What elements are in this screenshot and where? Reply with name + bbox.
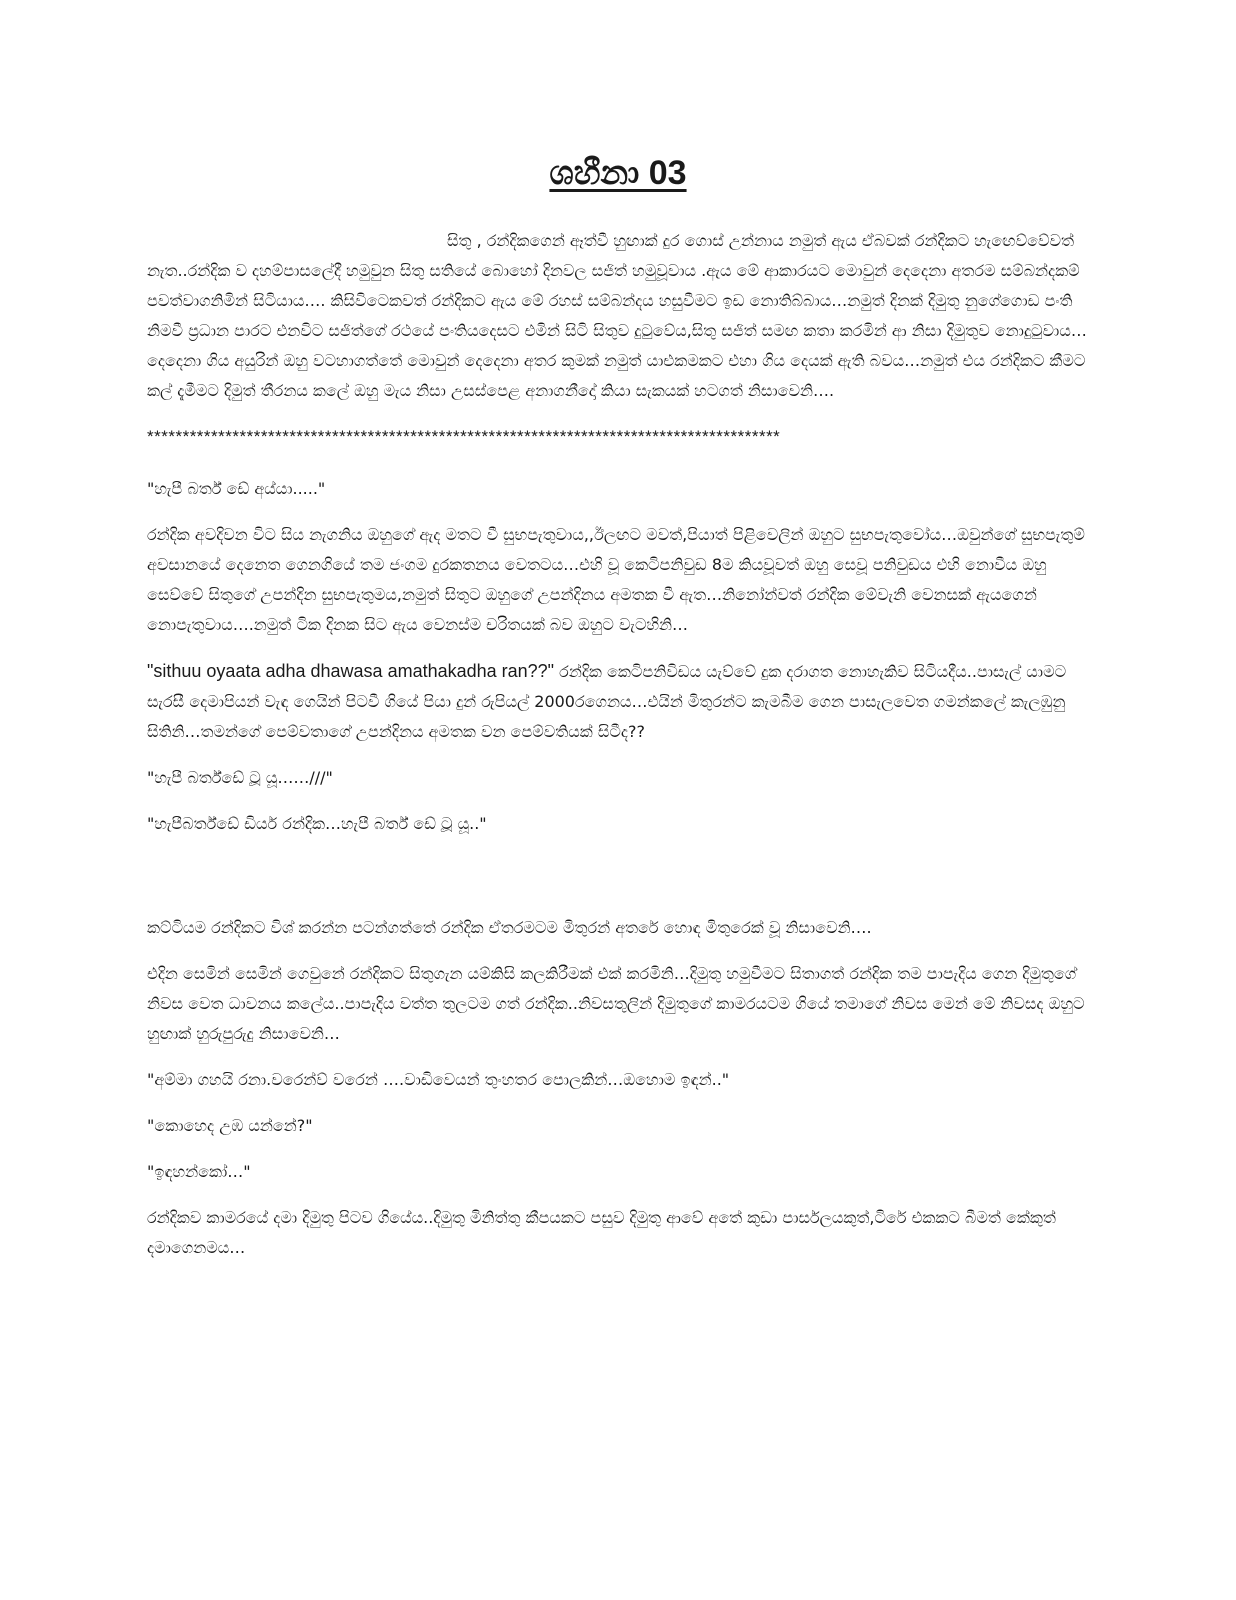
page-title	[0, 150, 1236, 196]
closing-paragraph: රන්දිකව කාමරයේ දමා දිමුතු පිටව ගියේය..දිමුතු මිනිත්තු කීපයකට පසුව දිමුතු ආවේ අතේ කුඩා පාර්සලයකුත්,ටිරේ එකකට බීමත් කේකුත් දමාගෙනමය…	[147, 1208, 1056, 1257]
intro-paragraph: සිතු , රන්දිකගෙන් ඈත්වී හුඟාක් දුර ගොස් උන්නාය නමුත් ඇය ඒබවක් රන්දිකට හැඟෙව්වේවත් නැත..රන්දික ව දහම්පාසලේදී හමුවුන සිතු සතියේ බොහෝ දිනවල සජිත් හමුවූවාය .ඇය මේ ආකාරයට මොවුන් දෙදෙනා අතරම සම්බන්දකම් පවත්වාගනිමින් සිටියාය…. කිසිවිටෙකවත් රන්දිකට ඇය මේ රහස් සම්බන්දය හසුවීමට ඉඩ නොතිබ්බාය…නමුත් දිනක් දිමුතු නුගේගොඩ පංති නිමවී ප්‍රධාන පාරට එනවිට සජිත්ගේ රථයේ පංතියදෙසට එමින් සිටි සිතුව දුටුවේය,සිතු සජිත් සමඟ කතා කරමින් ආ නිසා දිමුතුව නොදුටුවාය…දෙදෙනා ගිය අයුරින් ඔහු වටහාගත්තේ මොවුන් දෙදෙනා අතර කුමක් නමුත් යාළුකමකට එහා ගිය දෙයක් ඇති බවය…නමුත් එය රන්දිකට කීමට කල් දැමීමට දිමුත් තීරනය කලේ ඔහු මැය නිසා උසස්පෙළ අනාගනීදෝ කියා සැකයක් හටගත් නිසාවෙනි….	[147, 231, 1087, 400]
section-separator: *****************************************************************************************	[147, 427, 781, 446]
sms-rest-text: රන්දික කෙටිපනිවිඩය යැව්වේ දුක දරාගත නොහැකිව සිටියදීය..පාසැල් යාමට සැරසී දෙමාපියන් වැඳ ගෙයින් පිටවී ගියේ පියා දුන් රුපියල් 2000රගෙනය…එයින් මිතුරන්ට කැමබීම ගෙන පාසැලවෙත ගමන්කලේ කැලඹුනු සිතිනි…තමන්ගේ පෙම්වතාගේ උපන්දිනය අමතක වන පෙම්වතියක් සිටීද??	[147, 662, 1067, 741]
sms-english-text: "sithuu oyaata adha dhawasa amathakadha ran??"	[147, 661, 555, 681]
dialogue-line-1: "අම්මා ගහයි රනා.වරෙන්ව් වරෙන් ….වාඩිවෙයන් තුංහතර පොලකින්…ඔහොම ඉඳන්.."	[147, 1070, 730, 1089]
dialogue-line-2: "කොහෙද උඹ යන්නේ?"	[147, 1116, 313, 1135]
title-text: ශහීනා 03	[549, 154, 687, 192]
sms-paragraph	[147, 656, 1087, 747]
spacer	[147, 855, 1087, 913]
morning-paragraph: රන්දික අවදිවන විට සිය නැගනිය ඔහුගේ ඇද මතට වී සුභපැතුවාය,,ඊලඟට මවත්,පියාත් පිළිවෙලින් ඔහුට සුභපැතුවෝය…ඔවුන්ගේ සුභපැතුම් අවසානයේ දෙනෙත ගෙනගියේ තම ජංගම දුරකතනය වෙතටය…එහි වූ කෙටිපනිවුඩ 8ම කියවූවත් ඔහු සෙවූ පනිවුඩය එහි නොවීය ඔහු සෙව්වේ සිතුගේ උපන්දින සුභපැතුමය,නමුත් සිතුට ඔහුගේ උපන්දිනය අමතක වී ඇත…නිනෝන්වත් රන්දික මේවැනි වෙනසක් ඇයගෙන් නොපැතුවාය….නමුත් ටික දිනක සිට ඇය වෙනස්ම චරිතයක් බව ඔහුට වැටහිනි…	[147, 525, 1085, 634]
song-quote-1: "හැපී බර්ත්ඩේ ටූ යූ……///"	[147, 768, 333, 787]
dialogue-line-3: "ඉඳහන්කෝ…"	[147, 1162, 251, 1181]
document-body	[147, 226, 1087, 1279]
song-quote-2: "හැපීබර්ත්ඩේ ඩියර් රන්දික…හැපී බර්ත් ඩේ ටූ යූ.."	[147, 814, 487, 833]
birthday-greeting-quote: "හැපී බර්ත් ඩේ අය්යා....."	[147, 479, 326, 498]
friends-paragraph: කට්ටියම රන්දිකට විශ් කරන්න පටන්ගත්තේ රන්දික ඒතරමටම මිතුරන් අතරේ හොඳ මිතුරෙක් වූ නිසාවෙනි….	[147, 918, 872, 937]
bicycle-paragraph: එදින සෙමින් සෙමින් ගෙවුනේ රන්දිකට සිතුගැන යම්කිසි කලකිරීමක් එක් කරමිනි…දිමුතු හමුවීමට සිතාගත් රන්දික තම පාපැදිය ගෙන දිමුතුගේ නිවස වෙත ධාවනය කලේය..පාපැදිය වත්ත තුලටම ගත් රන්දික..නිවසතුලින් දිමුතුගේ කාමරයටම ගියේ තමාගේ නිවස මෙන් මේ නිවසද ඔහුට හුඟාක් හුරුපුරුදු නිසාවෙනි…	[147, 964, 1085, 1043]
